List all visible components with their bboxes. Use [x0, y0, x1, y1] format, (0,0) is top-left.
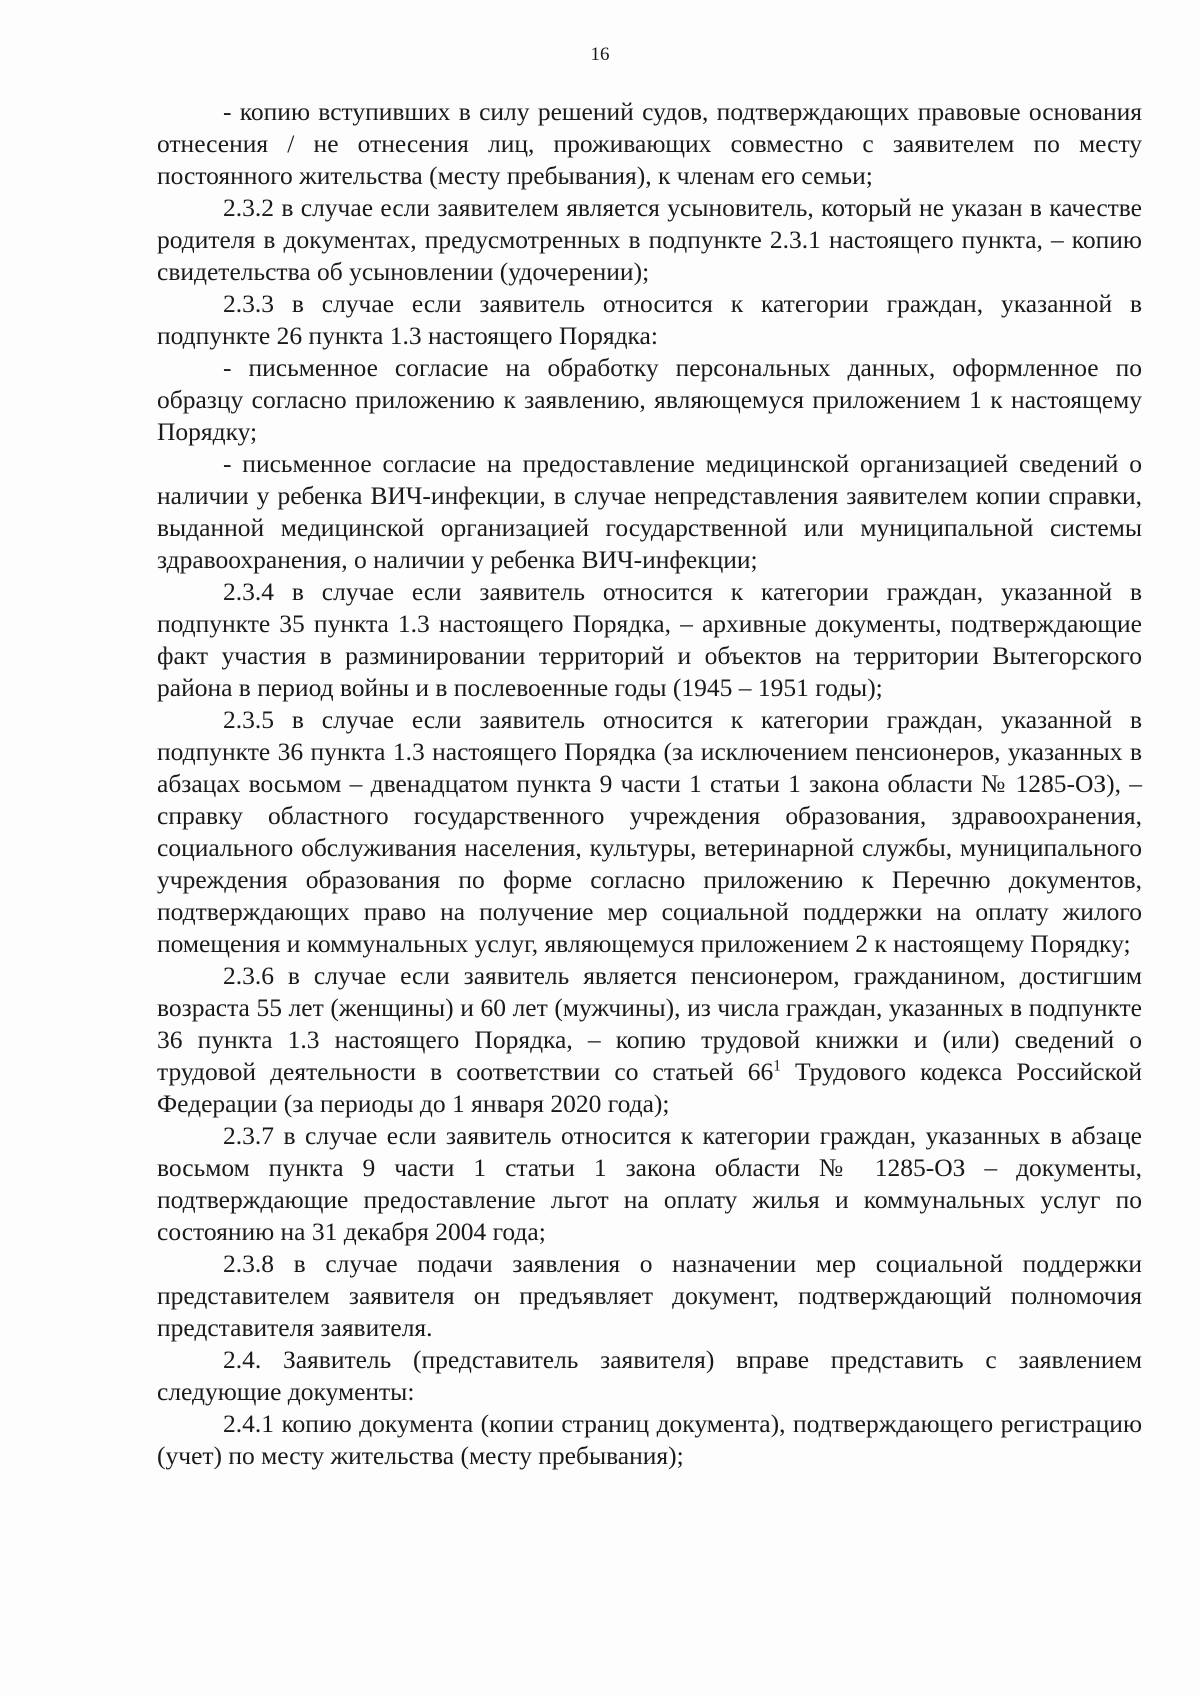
- paragraph: 2.4.1 копию документа (копии страниц документа), подтверждающего регистрацию (учет) по месту жительства (месту пребывания);: [157, 1409, 1142, 1470]
- paragraph: [157, 960, 1142, 1120]
- page-number: 16: [590, 44, 610, 65]
- paragraph: 2.3.4 в случае если заявитель относится к категории граждан, указанной в подпункте 35 пункта 1.3 настоящего Порядка, – архивные документы, подтверждающие факт участия в разминировании территорий и объектов на территории Вытегорского района в период войны и в послевоенные годы (1945 – 1951 годы);: [157, 577, 1142, 702]
- paragraph: 2.3.3 в случае если заявитель относится к категории граждан, указанной в подпункте 26 пункта 1.3 настоящего Порядка:: [157, 289, 1142, 350]
- document-body: [157, 96, 1142, 1472]
- superscript: 1: [773, 1057, 781, 1075]
- paragraph: - письменное согласие на обработку персональных данных, оформленное по образцу согласно приложению к заявлению, являющемуся приложением 1 к настоящему Порядку;: [157, 353, 1142, 446]
- paragraph: 2.3.7 в случае если заявитель относится к категории граждан, указанных в абзаце восьмом пункта 9 части 1 статьи 1 закона области № 1285-ОЗ – документы, подтверждающие предоставление льгот на оплату жилья и коммунальных услуг по состоянию на 31 декабря 2004 года;: [157, 1121, 1142, 1246]
- paragraph: 2.3.2 в случае если заявителем является усыновитель, который не указан в качестве родителя в документах, предусмотренных в подпункте 2.3.1 настоящего пункта, – копию свидетельства об усыновлении (удочерении);: [157, 193, 1142, 286]
- paragraph: - письменное согласие на предоставление медицинской организацией сведений о наличии у ребенка ВИЧ-инфекции, в случае непредставления заявителем копии справки, выданной медицинской организацией государственной или муниципальной системы здравоохранения, о наличии у ребенка ВИЧ-инфекции;: [157, 449, 1142, 574]
- paragraph-tail: Трудового кодекса Российской Федерации (за периоды до 1 января 2020 года);: [157, 1057, 1143, 1118]
- paragraph-text: 2.3.6 в случае если заявитель является пенсионером, гражданином, достигшим возраста 55 лет (женщины) и 60 лет (мужчины), из числа граждан, указанных в подпункте 36 пункта 1.3 настоящего Порядка, – копию трудовой книжки и (или) сведений о трудовой деятельности в соответствии со статьей 66: [157, 961, 1142, 1086]
- paragraph: 2.3.5 в случае если заявитель относится к категории граждан, указанной в подпункте 36 пункта 1.3 настоящего Порядка (за исключением пенсионеров, указанных в абзацах восьмом – двенадцатом пункта 9 части 1 статьи 1 закона области № 1285-ОЗ), – справку областного государственного учреждения образования, здравоохранения, социального обслуживания населения, культуры, ветеринарной службы, муниципального учреждения образования по форме согласно приложению к Перечню документов, подтверждающих право на получение мер социальной поддержки на оплату жилого помещения и коммунальных услуг, являющемуся приложением 2 к настоящему Порядку;: [157, 705, 1142, 958]
- paragraph: - копию вступивших в силу решений судов, подтверждающих правовые основания отнесения / не отнесения лиц, проживающих совместно с заявителем по месту постоянного жительства (месту пребывания), к членам его семьи;: [157, 97, 1142, 190]
- paragraph: 2.4. Заявитель (представитель заявителя) вправе представить с заявлением следующие документы:: [157, 1345, 1142, 1406]
- paragraph: 2.3.8 в случае подачи заявления о назначении мер социальной поддержки представителем заявителя он предъявляет документ, подтверждающий полномочия представителя заявителя.: [157, 1249, 1142, 1342]
